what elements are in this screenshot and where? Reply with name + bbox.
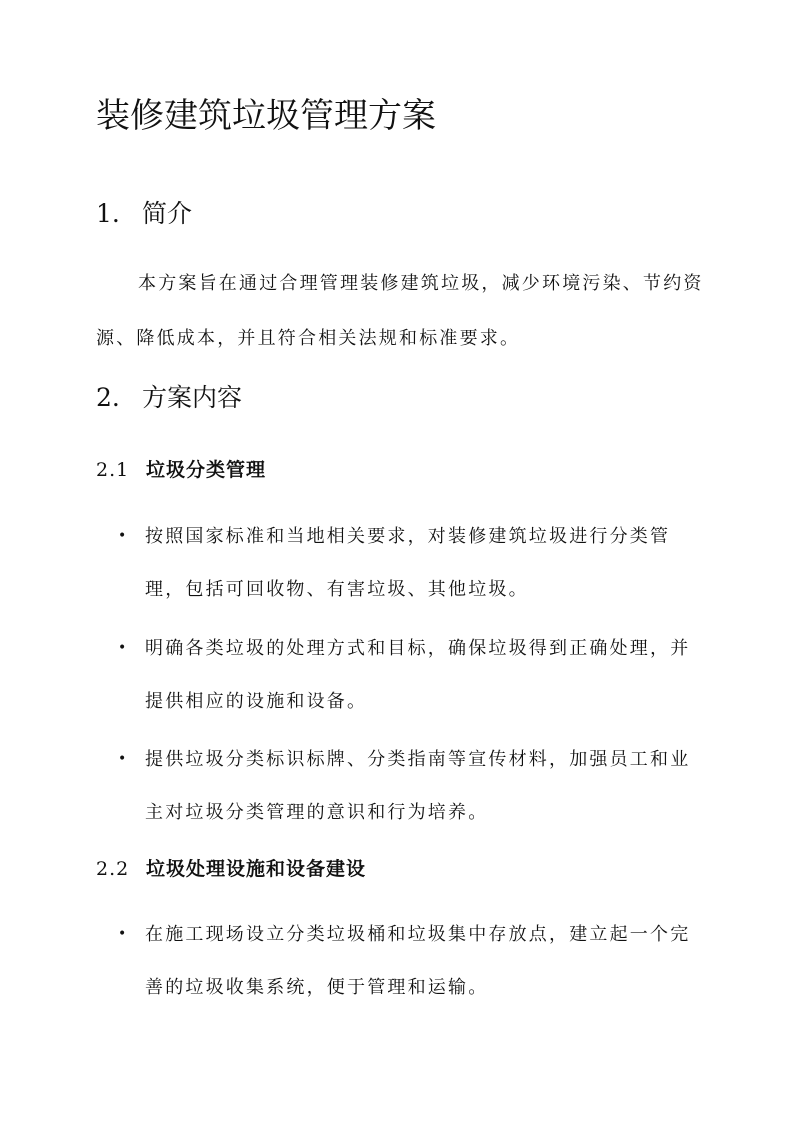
- section-1-number: 1.: [96, 199, 120, 228]
- section-2-heading: [96, 380, 242, 416]
- bullet-dot-icon: •: [118, 926, 129, 942]
- subsection-2-1-title: 垃圾分类管理: [146, 459, 267, 481]
- bullet-text: 明确各类垃圾的处理方式和目标，确保垃圾得到正确处理，并提供相应的设施和设备。: [145, 638, 691, 712]
- bullet-text: 在施工现场设立分类垃圾桶和垃圾集中存放点，建立起一个完善的垃圾收集系统，便于管理和运输。: [145, 924, 691, 998]
- subsection-2-2-title: 垃圾处理设施和设备建设: [146, 858, 367, 880]
- subsection-2-1-heading: [96, 456, 266, 484]
- section-1-title: 简介: [142, 199, 193, 228]
- subsection-2-2-heading: [96, 855, 366, 883]
- bullet-item: [118, 622, 708, 728]
- document-title: 装修建筑垃圾管理方案: [96, 96, 436, 136]
- bullet-item: [118, 733, 708, 839]
- section-2-number: 2.: [96, 383, 120, 412]
- bullet-dot-icon: •: [118, 751, 129, 767]
- bullet-text: 按照国家标准和当地相关要求，对装修建筑垃圾进行分类管理，包括可回收物、有害垃圾、其他垃圾。: [145, 526, 671, 600]
- section-2-title: 方案内容: [142, 383, 243, 412]
- bullet-dot-icon: •: [118, 528, 129, 544]
- section-1-paragraph: 本方案旨在通过合理管理装修建筑垃圾，减少环境污染、节约资源、降低成本，并且符合相关法规和标准要求。: [96, 273, 704, 349]
- bullet-text: 提供垃圾分类标识标牌、分类指南等宣传材料，加强员工和业主对垃圾分类管理的意识和行为培养。: [145, 749, 691, 823]
- bullet-item: [118, 510, 708, 616]
- bullet-item: [118, 908, 708, 1014]
- subsection-2-1-number: 2.1: [96, 459, 130, 481]
- section-1-heading: [96, 196, 192, 232]
- bullet-dot-icon: •: [118, 640, 129, 656]
- subsection-2-2-number: 2.2: [96, 858, 130, 880]
